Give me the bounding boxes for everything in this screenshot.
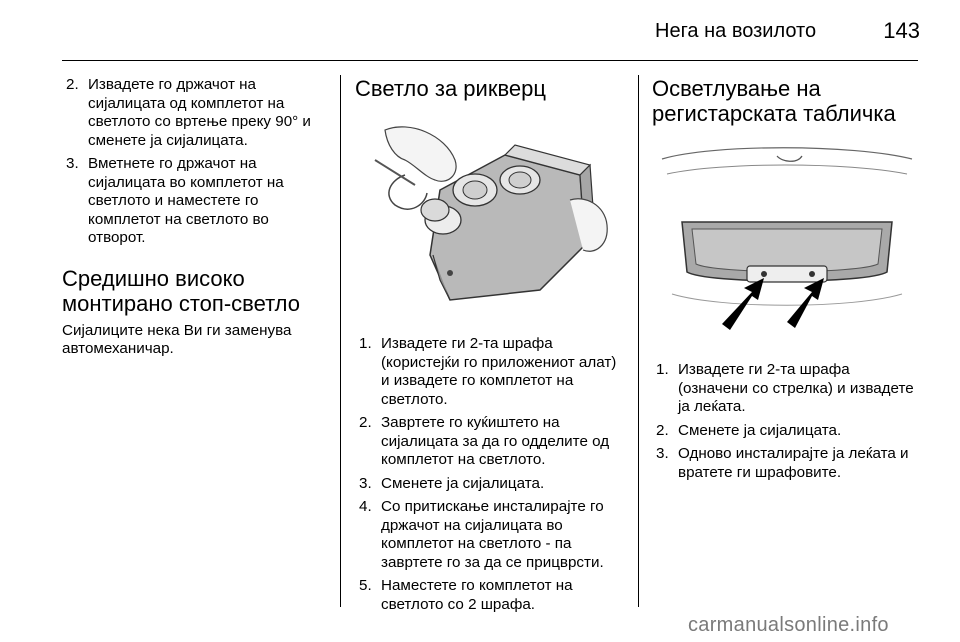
column-divider-2 [638,75,639,607]
list-item: 2. Завртете го куќиштето на сијалицата за да го одделите од комплетот на светлото. [359,414,610,468]
column-divider-1 [340,75,341,607]
watermark: carmanualsonline.info [688,614,889,636]
paragraph-mechanic-note: Сијалиците нека Ви ги заменува автомеханичар. [62,321,292,357]
column-1 [62,76,330,359]
column-2 [355,76,627,619]
license-plate-light-illustration [652,134,918,339]
list-item: 3. Сменете ја сијалицата. [359,474,545,492]
list-item: 5. Наместете го комплетот на светлото со 2 шрафа. [359,577,573,613]
section-title: Нега на возилото [655,20,817,42]
list-item: 1. Извадете ги 2-та шрафа (користејќи го приложениот алат) и извадете го комплетот на светлото. [359,335,617,408]
list-item: 1. Извадете ги 2-та шрафа (означени со стрелка) и извадете ја леќата. [656,361,914,415]
page-number: 143 [883,18,920,43]
list-item: 3. Одново инсталирајте ја леќата и вратете ги шрафовите. [656,445,909,481]
list-item: 2. Извадете го држачот на сијалицата од комплетот на светлото со вртење преку 90° и сменете ја сијалицата. [66,76,311,149]
list-item: 2. Сменете ја сијалицата. [656,421,842,439]
steps-list-bulb-holder [62,76,330,248]
header-divider [62,60,918,61]
list-item: 4. Со притискање инсталирајте го држачот на сијалицата во комплетот на светлото - па завртете го за да се прицврсти. [359,498,604,571]
column-3 [652,76,922,487]
steps-list-license-plate-light [652,361,922,482]
heading-high-mounted-brake-light: Средишно високо монтирано стоп-светло [62,265,301,316]
steps-list-reversing-light [355,335,627,614]
list-item: 3. Вметнете го држачот на сијалицата во комплетот на светлото и наместете го комплетот на светлото во отворот. [66,155,284,246]
heading-reversing-light: Светло за рикверц [355,76,546,101]
heading-license-plate-light: Осветлување на регистарската табличка [652,76,896,126]
reversing-light-illustration [355,105,623,315]
